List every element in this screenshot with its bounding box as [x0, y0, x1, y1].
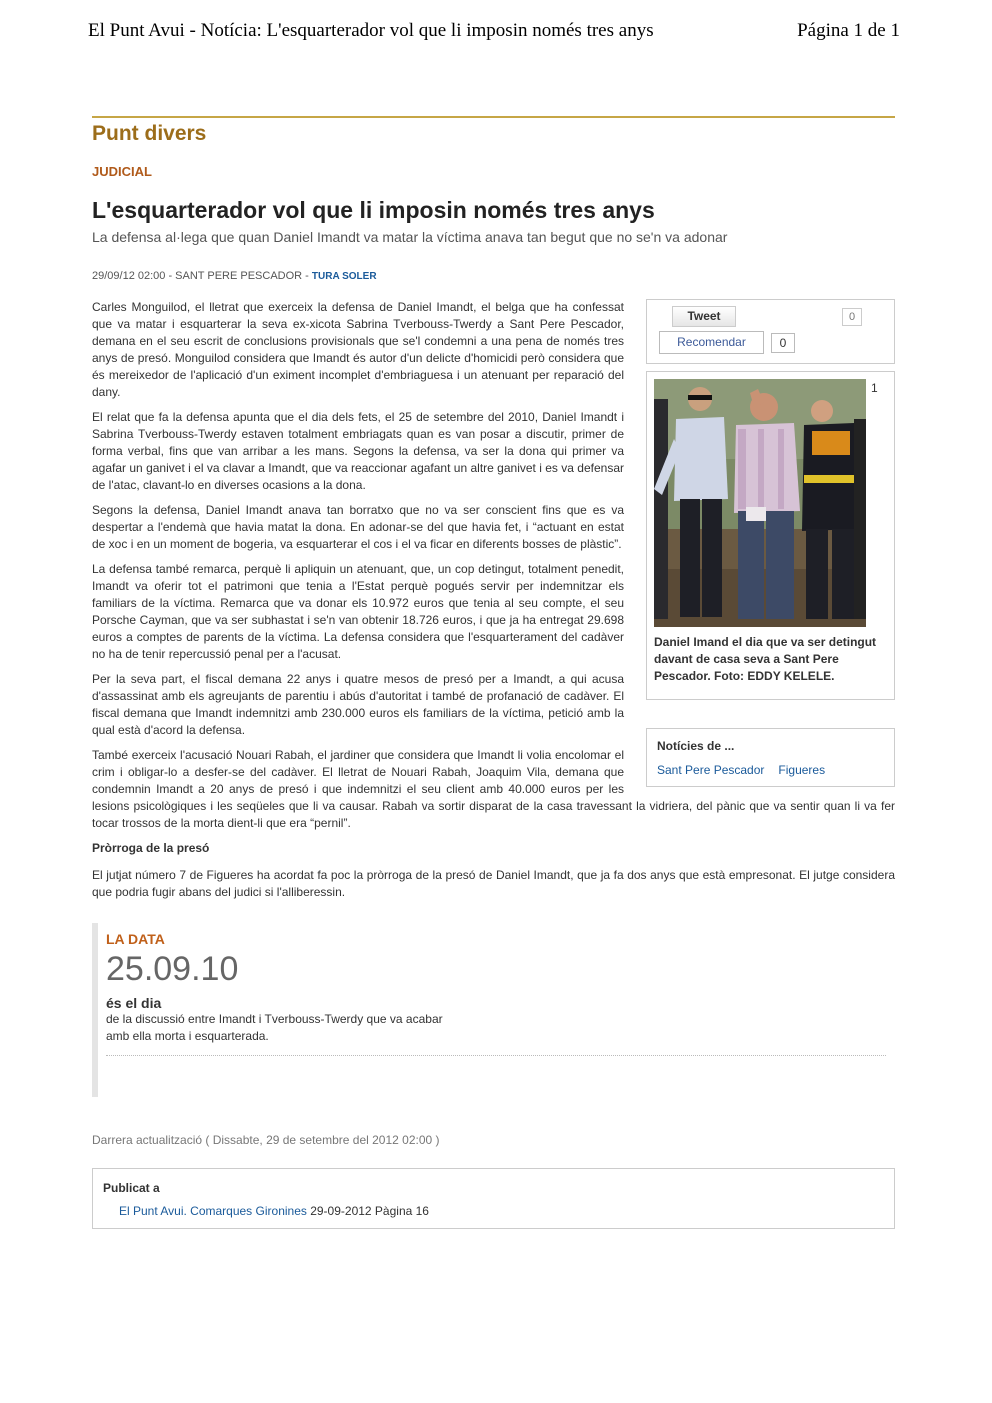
- article-paragraph: Carles Monguilod, el lletrat que exerceix la defensa de Daniel Imandt, el belga que ha confessat que va matar i esquarterar la seva ex-xicota Sabrina Tverbouss-Twerdy a Sant Pere Pescador, demana en el seu escrit de conclusions provisionals que se'l condemni a una pena de només tres anys de presó. Monguilod considera que Imandt és autor d'un delicte d'homicidi però considera que és mereixedor de l'aplicació d'un eximent incomplet d'embriaguesa i un atenuant per reparació del dany.: [92, 300, 624, 399]
- related-news-links: [657, 763, 839, 777]
- published-box: [92, 1168, 895, 1229]
- article-paragraph: També exerceix l'acusació Nouari Rabah, el jardiner que considera que Imandt li volia encolomar el crim i obligar-lo a desfer-se del cadàver. El lletrat de Nouari Rabah, Joaquim Vila, demana que condemnin Imandt a 20 anys de presó i que indemnitzi el seu client amb 40.000 euros per les lesions psicològiques i les seqüeles que li va causar. Rabah va sortir disparat de la casa travessant la vidriera, del pànic que va sentir quan li va fer tocar trossos de la morta dient-li que era “pernil”.: [92, 748, 895, 830]
- published-details: 29-09-2012 Pàgina 16: [306, 1204, 429, 1218]
- article-container: [92, 116, 895, 1229]
- tweet-count: 0: [842, 308, 862, 326]
- article-author-link[interactable]: TURA SOLER: [311, 271, 377, 282]
- recommend-button[interactable]: Recomendar: [659, 331, 764, 354]
- article-subtitle: Pròrroga de la presó: [92, 841, 210, 855]
- data-label: LA DATA: [106, 931, 165, 947]
- data-highlight-box: [92, 923, 895, 1097]
- related-link-sant-pere-pescador[interactable]: Sant Pere Pescador: [657, 763, 765, 777]
- article-sidebar: [646, 299, 895, 787]
- data-number: 25.09.10: [106, 950, 239, 988]
- published-link[interactable]: El Punt Avui. Comarques Gironines: [119, 1204, 307, 1218]
- data-subtitle: és el dia: [106, 995, 162, 1011]
- photo-box: [646, 371, 895, 700]
- article-paragraph: La defensa també remarca, perquè li apliquin un atenuant, que, un cop detingut, totalment penedit, Imandt va oferir tot el patrimoni que tenia a l'Estat perquè pogués servir per indemnitzar els familiars de la víctima. Remarca que va donar els 10.972 euros que tenia al seu compte, el seu Porsche Cayman, que va ser subhastat i se'n van obtenir 18.726 euros, i que ja ha entregat 29.698 euros a comptes de parents de la víctima. La defensa considera que l'esquarterament del cadàver no ha de tenir repercussió penal per a l'acusat.: [92, 562, 624, 661]
- published-title: Publicat a: [103, 1181, 160, 1195]
- related-news-box: [646, 728, 895, 787]
- related-link-figueres[interactable]: Figueres: [778, 763, 826, 777]
- article-dateline: 29/09/12 02:00 - SANT PERE PESCADOR -: [92, 270, 312, 282]
- data-divider: [106, 1055, 886, 1056]
- print-header-title: El Punt Avui - Notícia: L'esquarterador vol que li imposin només tres anys: [88, 20, 654, 41]
- article-paragraph: El jutjat número 7 de Figueres ha acordat fa poc la pròrroga de la presó de Daniel Imandt, que ja fa dos anys que està empresonat. El jutge considera que podria fugir abans del judici si l'alliberessin.: [92, 868, 895, 899]
- article-category[interactable]: JUDICIAL: [92, 164, 152, 179]
- recommend-count: 0: [771, 333, 795, 353]
- last-updated: Darrera actualització ( Dissabte, 29 de setembre del 2012 02:00 ): [92, 1133, 440, 1147]
- print-header: [88, 20, 900, 48]
- article-paragraph: Segons la defensa, Daniel Imandt anava tan borratxo que no va ser conscient fins que es va despertar a l'endemà que havia matat la dona. En adonar-se del que havia fet, i “actuant en estat de xoc i en un moment de bogeria, va esquarterar el cos i el va ficar en diferents bosses de plàstic”.: [92, 503, 624, 551]
- article-subheadline: La defensa al·lega que quan Daniel Imandt va matar la víctima anava tan begut que no se'n va adonar: [92, 229, 728, 245]
- published-line: [119, 1204, 429, 1218]
- article-paragraph: El relat que fa la defensa apunta que el dia dels fets, el 25 de setembre del 2010, Daniel Imandt i Sabrina Tverbouss-Twerdy estaven totalment embriagats quan es van posar a discutir, primer de forma verbal, fins que van arribar a les mans. Segons la defensa, va ser la dona qui primer va agafar un ganivet i el va clavar a Imandt, que va reaccionar agafant un altre ganivet i es va defensar de l'atac, clavant-lo en diverses ocasions a la dona.: [92, 410, 624, 492]
- article-byline: [92, 270, 895, 282]
- photo-caption: Daniel Imand el dia que va ser detingut davant de casa seva a Sant Pere Pescador. Foto: EDDY KELELE.: [654, 635, 877, 683]
- share-box: [646, 299, 895, 364]
- section-title: Punt divers: [92, 122, 207, 145]
- article-paragraph: Per la seva part, el fiscal demana 22 anys i quatre mesos de presó per a Imandt, a qui acusa d'assassinat amb els agreujants de parentiu i abús d'autoritat i també de profanació de cadàver. El fiscal demana que Imandt indemnitzi amb 230.000 euros els familiars de la víctima, petició amb la qual està d'acord la defensa.: [92, 672, 624, 737]
- photo-number: 1: [871, 381, 878, 395]
- section-divider: [92, 116, 895, 118]
- data-text: de la discussió entre Imandt i Tverbouss-Twerdy que va acabar amb ella morta i esquarterada.: [106, 1012, 443, 1043]
- print-header-page-number: Página 1 de 1: [797, 20, 900, 41]
- photo-illustration: [654, 379, 866, 627]
- related-news-title: Notícies de ...: [657, 739, 735, 753]
- article-headline: L'esquarterador vol que li imposin només tres anys: [92, 197, 655, 223]
- article-photo[interactable]: [654, 379, 866, 627]
- tweet-button[interactable]: Tweet: [672, 306, 736, 327]
